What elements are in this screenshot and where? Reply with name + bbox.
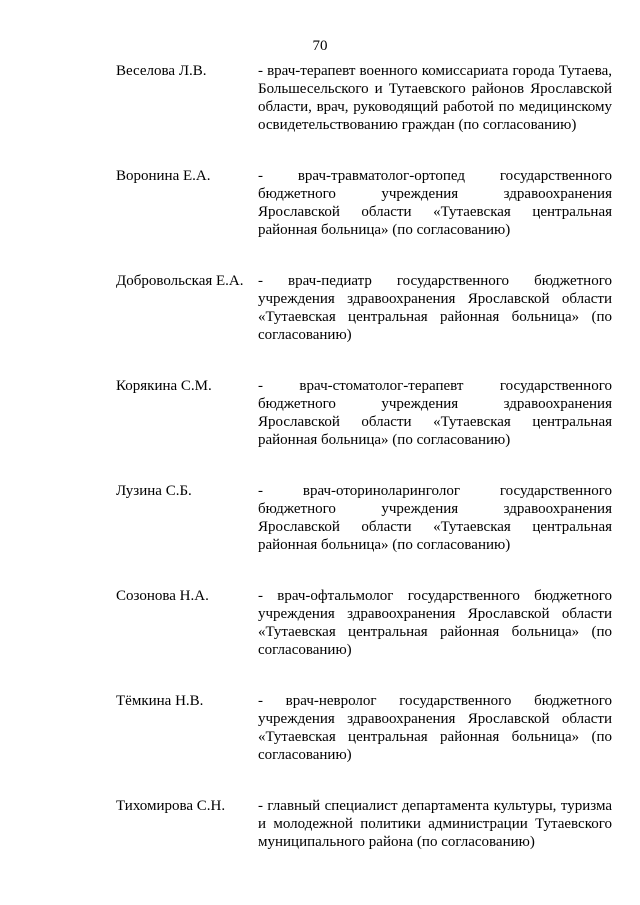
list-item xyxy=(0,587,640,659)
list-item xyxy=(0,692,640,764)
page-number: 70 xyxy=(312,38,328,54)
member-name: Тёмкина Н.В. xyxy=(116,693,204,709)
list-item xyxy=(0,62,640,134)
member-name: Тихомирова С.Н. xyxy=(116,798,226,814)
member-name: Корякина С.М. xyxy=(116,378,212,394)
list-item xyxy=(0,167,640,239)
list-item xyxy=(0,797,640,851)
member-name: Добровольская Е.А. xyxy=(116,273,244,289)
list-item xyxy=(0,482,640,554)
member-position: - врач-стоматолог-терапевт государственного бюджетного учреждения здравоохранения Ярославской области «Тутаевская центральная районная больница» (по согласованию) xyxy=(258,378,612,448)
list-item xyxy=(0,377,640,449)
member-position: - врач-травматолог-ортопед государственного бюджетного учреждения здравоохранения Ярославской области «Тутаевская центральная районная больница» (по согласованию) xyxy=(258,168,612,238)
member-position: - врач-терапевт военного комиссариата города Тутаева, Большесельского и Тутаевского районов Ярославской области, врач, руководящий работой по медицинскому освидетельствованию граждан (по согласованию) xyxy=(258,63,612,133)
commission-member-list xyxy=(0,62,640,851)
member-position: - врач-офтальмолог государственного бюджетного учреждения здравоохранения Ярославской области «Тутаевская центральная районная больница» (по согласованию) xyxy=(258,588,612,658)
member-name: Лузина С.Б. xyxy=(116,483,192,499)
member-position: - врач-невролог государственного бюджетного учреждения здравоохранения Ярославской области «Тутаевская центральная районная больница» (по согласованию) xyxy=(258,693,612,763)
list-item xyxy=(0,272,640,344)
member-name: Веселова Л.В. xyxy=(116,63,207,79)
member-position: - главный специалист департамента культуры, туризма и молодежной политики администрации Тутаевского муниципального района (по согласованию) xyxy=(258,798,612,850)
member-name: Воронина Е.А. xyxy=(116,168,211,184)
member-position: - врач-оториноларинголог государственного бюджетного учреждения здравоохранения Ярославской области «Тутаевская центральная районная больница» (по согласованию) xyxy=(258,483,612,553)
member-name: Созонова Н.А. xyxy=(116,588,209,604)
member-position: - врач-педиатр государственного бюджетного учреждения здравоохранения Ярославской области «Тутаевская центральная районная больница» (по согласованию) xyxy=(258,273,612,343)
